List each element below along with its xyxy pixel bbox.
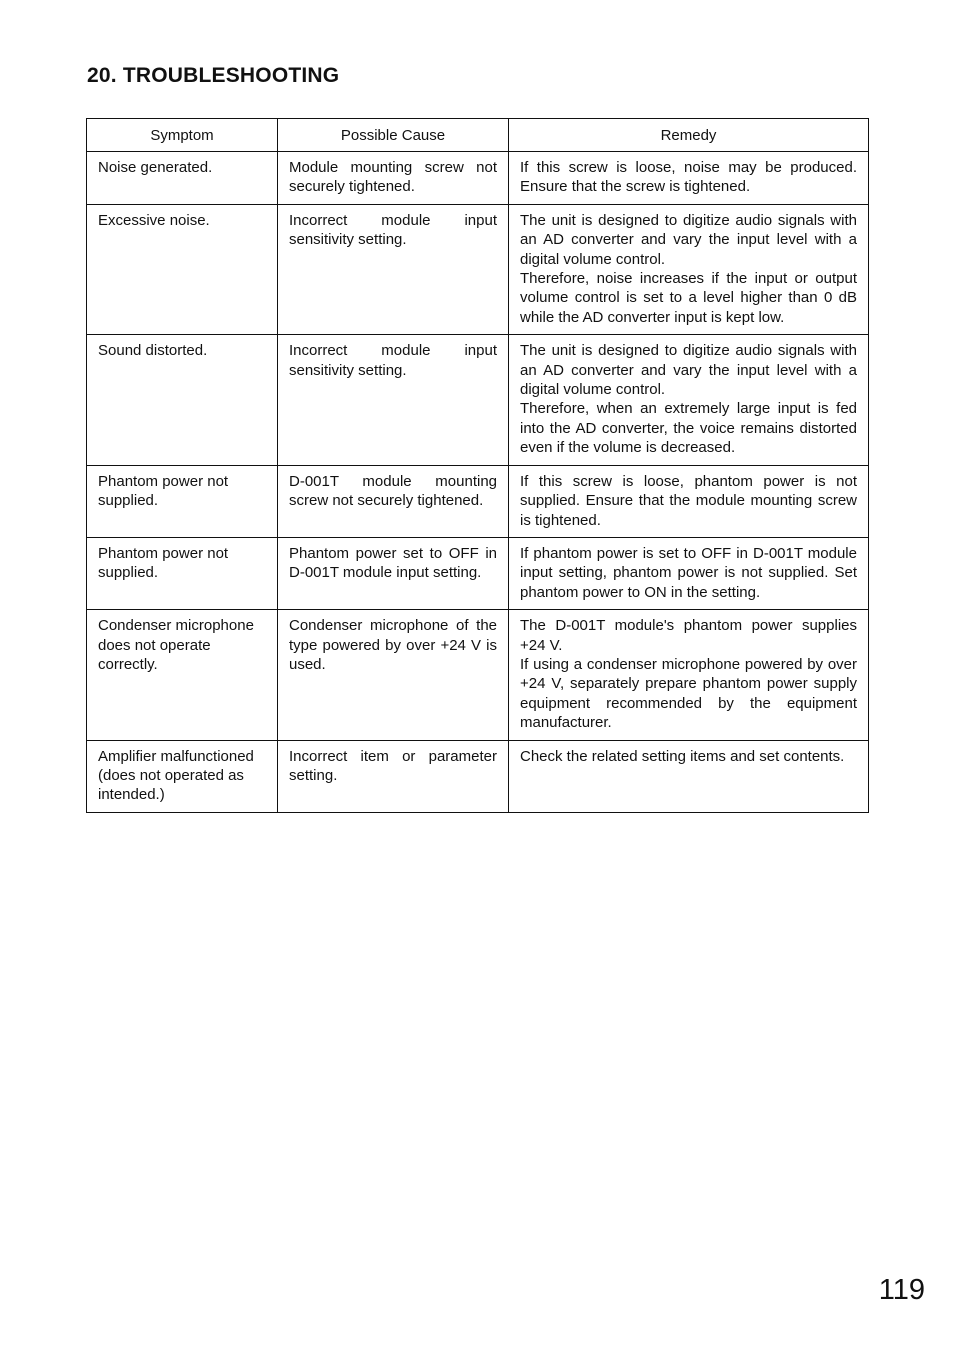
- possible-cause-cell-paragraph: Incorrect module input sensitivity setting.: [289, 342, 497, 379]
- remedy-cell-paragraph: If using a condenser microphone powered by over +24 V, separately prepare phantom power supply equipment recommended by the equipment manufacturer.: [520, 655, 857, 732]
- possible-cause-cell: [278, 537, 509, 609]
- symptom-cell: [87, 335, 278, 465]
- possible-cause-cell: [278, 152, 509, 205]
- remedy-cell: [509, 335, 869, 465]
- symptom-cell: [87, 537, 278, 609]
- symptom-cell-paragraph: Condenser microphone does not operate correctly.: [98, 617, 254, 673]
- symptom-cell: [87, 204, 278, 334]
- symptom-cell: [87, 465, 278, 537]
- remedy-cell: [509, 465, 869, 537]
- table-body: [87, 152, 869, 813]
- possible-cause-cell: [278, 465, 509, 537]
- remedy-cell: [509, 152, 869, 205]
- remedy-cell-paragraph: If this screw is loose, noise may be produced. Ensure that the screw is tightened.: [520, 159, 857, 196]
- possible-cause-cell-paragraph: Module mounting screw not securely tightened.: [289, 159, 497, 196]
- page-number: 119: [878, 1274, 925, 1306]
- possible-cause-cell-paragraph: Condenser microphone of the type powered by over +24 V is used.: [289, 617, 497, 673]
- possible-cause-cell-paragraph: Phantom power set to OFF in D-001T module input setting.: [289, 544, 497, 582]
- symptom-cell-paragraph: Amplifier malfunctioned (does not operated as intended.): [98, 747, 254, 804]
- remedy-cell-paragraph: The D-001T module's phantom power supplies +24 V.: [520, 617, 857, 654]
- symptom-cell-paragraph: Noise generated.: [98, 159, 213, 176]
- remedy-header: Remedy: [509, 119, 869, 152]
- remedy-cell-paragraph: If phantom power is set to OFF in D-001T module input setting, phantom power is not supplied. Set phantom power to ON in the setting.: [520, 544, 857, 601]
- section-title: 20. TROUBLESHOOTING: [87, 64, 340, 87]
- troubleshooting-table: [86, 118, 869, 813]
- table-row: [87, 537, 869, 609]
- remedy-cell-paragraph: The unit is designed to digitize audio signals with an AD converter and vary the input level with a digital volume control.: [520, 211, 857, 268]
- remedy-cell: [509, 610, 869, 740]
- table-row: [87, 610, 869, 740]
- possible-cause-cell: [278, 610, 509, 740]
- table-row: [87, 204, 869, 334]
- remedy-cell-paragraph: Therefore, noise increases if the input or output volume control is set to a level higher than 0 dB while the AD converter input is kept low.: [520, 270, 857, 326]
- possible-cause-cell: [278, 335, 509, 465]
- remedy-cell-paragraph: Check the related setting items and set contents.: [520, 747, 845, 765]
- symptom-cell: [87, 610, 278, 740]
- table-header-row: [87, 119, 869, 152]
- table-row: [87, 465, 869, 537]
- symptom-cell: [87, 152, 278, 205]
- possible-cause-cell-paragraph: Incorrect item or parameter setting.: [289, 747, 497, 784]
- table-row: [87, 152, 869, 205]
- table-row: [87, 740, 869, 812]
- remedy-cell-paragraph: Therefore, when an extremely large input is fed into the AD converter, the voice remains distorted even if the volume is decreased.: [520, 400, 857, 457]
- symptom-header: Symptom: [87, 119, 278, 152]
- possible-cause-cell: [278, 204, 509, 334]
- remedy-cell: [509, 740, 869, 812]
- symptom-cell-paragraph: Sound distorted.: [98, 342, 208, 360]
- possible-cause-cell-paragraph: D-001T module mounting screw not securely tightened.: [289, 472, 497, 510]
- table-row: [87, 335, 869, 465]
- remedy-cell-paragraph: If this screw is loose, phantom power is not supplied. Ensure that the module mounting screw is tightened.: [520, 472, 857, 529]
- symptom-cell-paragraph: Phantom power not supplied.: [98, 472, 229, 510]
- possible-cause-header: Possible Cause: [278, 119, 509, 152]
- symptom-cell-paragraph: Phantom power not supplied.: [98, 544, 229, 582]
- possible-cause-cell-paragraph: Incorrect module input sensitivity setting.: [289, 211, 497, 249]
- remedy-cell: [509, 204, 869, 334]
- symptom-cell-paragraph: Excessive noise.: [98, 211, 210, 229]
- remedy-cell: [509, 537, 869, 609]
- symptom-cell: [87, 740, 278, 812]
- remedy-cell-paragraph: The unit is designed to digitize audio signals with an AD converter and vary the input level with a digital volume control.: [520, 342, 857, 399]
- possible-cause-cell: [278, 740, 509, 812]
